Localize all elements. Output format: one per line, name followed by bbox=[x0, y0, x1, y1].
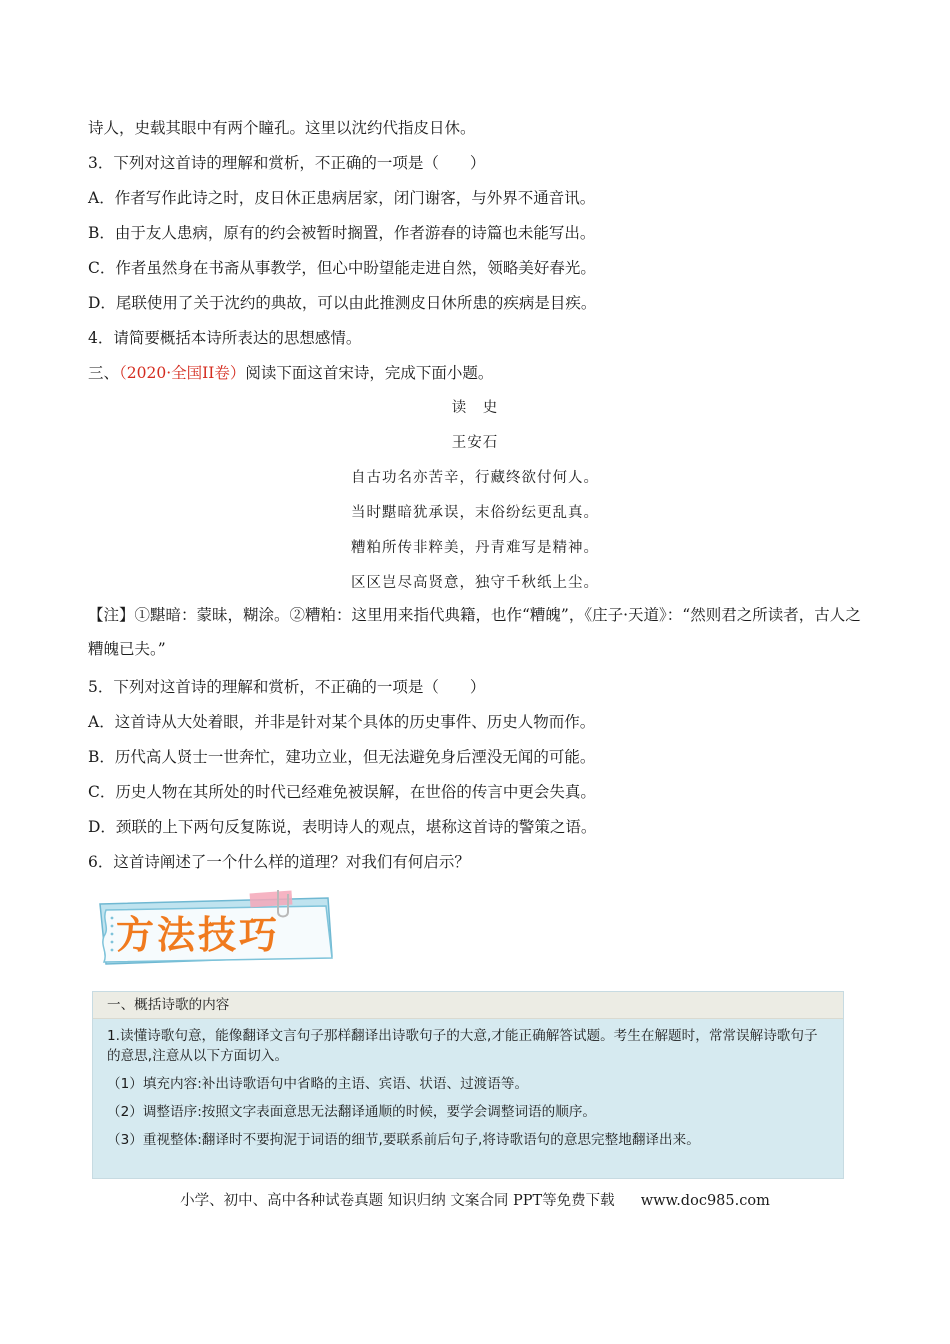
tips-heading: 一、概括诗歌的内容 bbox=[107, 997, 230, 1013]
question-4: 4．请简要概括本诗所表达的思想感情。 bbox=[88, 329, 362, 347]
tip-paragraph-1: 1.读懂诗歌句意，能像翻译文言句子那样翻译出诗歌句子的大意,才能正确解答试题。考生在解题时，常常误解诗歌句子的意思,注意从以下方面切入。 bbox=[107, 1028, 818, 1064]
poem-author: 王安石 bbox=[451, 435, 499, 451]
question-6: 6．这首诗阐述了一个什么样的道理？对我们有何启示？ bbox=[88, 853, 470, 871]
banner-label: 方法技巧 bbox=[116, 913, 281, 957]
option-3d: D．尾联使用了关于沈约的典故，可以由此推测皮日休所患的疾病是目疾。 bbox=[88, 294, 597, 312]
poem-note: 【注】①黮暗：蒙昧，糊涂。②糟粕：这里用来指代典籍，也作“糟魄”，《庄子·天道》：“然则君之所读者，古人之糟魄已夫。” bbox=[88, 606, 861, 658]
option-5b: B．历代高人贤士一世奔忙，建功立业，但无法避免身后湮没无闻的可能。 bbox=[88, 748, 596, 766]
option-5a: A．这首诗从大处着眼，并非是针对某个具体的历史事件、历史人物而作。 bbox=[88, 713, 596, 731]
poem-title: 读 史 bbox=[451, 400, 499, 416]
option-3c: C．作者虽然身在书斋从事教学，但心中盼望能走进自然，领略美好春光。 bbox=[88, 259, 596, 277]
section-3-text: 阅读下面这首宋诗，完成下面小题。 bbox=[245, 364, 494, 382]
section-3-prefix: 三、 bbox=[88, 364, 120, 382]
tips-heading-bar bbox=[93, 992, 843, 1019]
poem-line: 糟粕所传非粹美，丹青难写是精神。 bbox=[351, 540, 599, 556]
footer-text: 小学、初中、高中各种试卷真题 知识归纳 文案合同 PPT等免费下载 bbox=[180, 1193, 615, 1209]
poem-line: 自古功名亦苦辛，行藏终欲付何人。 bbox=[351, 470, 599, 486]
question-5: 5．下列对这首诗的理解和赏析，不正确的一项是（ ） bbox=[88, 678, 486, 696]
page-footer bbox=[0, 1191, 950, 1211]
question-3: 3．下列对这首诗的理解和赏析，不正确的一项是（ ） bbox=[88, 154, 486, 172]
tip-item-3: （3）重视整体:翻译时不要拘泥于词语的细节,要联系前后句子,将诗歌语句的意思完整地翻译出来。 bbox=[107, 1132, 700, 1148]
footer-site[interactable]: www.doc985.com bbox=[640, 1193, 770, 1209]
option-3b: B．由于友人患病，原有的约会被暂时搁置，作者游春的诗篇也未能写出。 bbox=[88, 224, 596, 242]
section-3-source: （2020·全国II卷） bbox=[119, 364, 246, 382]
option-5d: D．颈联的上下两句反复陈说，表明诗人的观点，堪称这首诗的警策之语。 bbox=[88, 818, 597, 836]
option-5c: C．历史人物在其所处的时代已经难免被误解，在世俗的传言中更会失真。 bbox=[88, 783, 596, 801]
tips-box bbox=[92, 991, 844, 1179]
tip-item-2: （2）调整语序:按照文字表面意思无法翻译通顺的时候，要学会调整词语的顺序。 bbox=[107, 1104, 597, 1120]
poem-line: 当时黮暗犹承误，末俗纷纭更乱真。 bbox=[351, 505, 599, 521]
option-3a: A．作者写作此诗之时，皮日休正患病居家，闭门谢客，与外界不通音讯。 bbox=[88, 189, 596, 207]
poem-line: 区区岂尽高贤意，独守千秋纸上尘。 bbox=[351, 575, 599, 591]
section-3-heading bbox=[88, 363, 863, 383]
tip-item-1: （1）填充内容:补出诗歌语句中省略的主语、宾语、状语、过渡语等。 bbox=[107, 1076, 529, 1092]
method-banner bbox=[92, 890, 342, 976]
text-line: 诗人，史载其眼中有两个瞳孔。这里以沈约代指皮日休。 bbox=[88, 119, 476, 137]
